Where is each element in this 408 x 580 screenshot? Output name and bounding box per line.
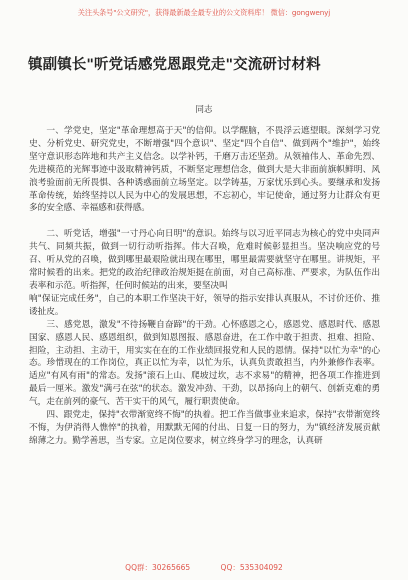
promo-banner-line: 关注头条号"公文研究"，获得最新最全最专业的公文资料库！ 微信：gongwenyj [77,8,331,17]
paragraph-listen-party-continued: 响"保证完成任务"，自己的本职工作坚决干好，领导的指示安排认真服从，不讨价还价、推诿扯皮。 [29,293,380,317]
document-body [29,125,380,448]
promo-banner [68,8,340,18]
footer-qq-group: QQ群：30265665 [125,563,191,572]
paragraph-listen-party: 二、听党话，增强"一寸丹心向日明"的意识。始终与以习近平同志为核心的党中央同声共气、同频共振，做到一切行动听指挥。伟大召唤，危难时候彰显担当。坚决响应党的号召、听从党的召唤，做到哪里最艰险就出现在哪里，哪里最需要就坚守在哪里。讲规矩，平常时候看的出来。把党的政治纪律政治规矩挺在前面，对自己高标准、严要求，为队伍作出表率和示范。听指挥，任何时候站的出来，要坚决叫 [29,229,380,291]
footer-qq: QQ：535304092 [220,563,283,572]
paragraph-study-history: 一、学党史，坚定"革命理想高于天"的信仰。以学醒脑，不畏浮云遮望眼。深刻学习党史、分析党史、研究党史，不断增强"四个意识"、坚定"四个自信"、做到两个"维护"，始终坚守意识形态阵地和共产主义信念。以学补钙，千磨万击还坚劲。从领袖伟人、革命先烈、先进模范的光辉事迹中汲取精神钙质，不断坚定理想信念，做到大是大非面前旗帜鲜明、风浪考验面前无所畏惧、各种诱惑面前立场坚定。以学铸基，万家忧乐到心头。要继承和发扬革命传统，始终坚持以人民为中心的发展思想，不忘初心，牢记使命，通过努力让群众有更多的安全感、幸福感和获得感。 [29,126,380,214]
author-line: 同志 [195,105,213,115]
footer-contact [0,563,408,573]
paragraph-follow-party: 四、跟党走，保持"衣带渐宽终不悔"的执着。把工作当做事业来追求，保持"衣带渐宽终不悔，为伊消得人憔悴"的执着，用默默无闻的付出、日复一日的努力，为"镇经济发展贡献绵薄之力。勤学善思，当专家。立足岗位要求，树立终身学习的理念，认真研 [29,410,380,446]
paragraph-gratitude: 三、感党恩，激发"不待扬鞭自奋蹄"的干劲。心怀感恩之心，感恩党、感恩时代、感恩国家、感恩人民、感恩组织，做到知恩图报、感恩奋进，在工作中敢于担责、担难、担险、担险，主动担、主动干，用实实在在的工作业绩回报党和人民的恩情。保持"以忙为幸"的心态。珍惜现在的工作岗位，真正以忙为幸，以忙为乐，认真负责敢担当，内外兼修作表率。适应"有风有雨"的常态。发扬"滚石上山、爬坡过坎，志不求易"的精神，把各项工作推进到最后一厘米。激发"满弓在弦"的状态。激发冲劲、干劲，以昂扬向上的朝气、创新克难的勇气，走在前列的豪气、苦干实干的风气，履行职责使命。 [29,319,380,408]
document-title: 镇副镇长"听党话感党恩跟党走"交流研讨材料 [28,57,321,73]
